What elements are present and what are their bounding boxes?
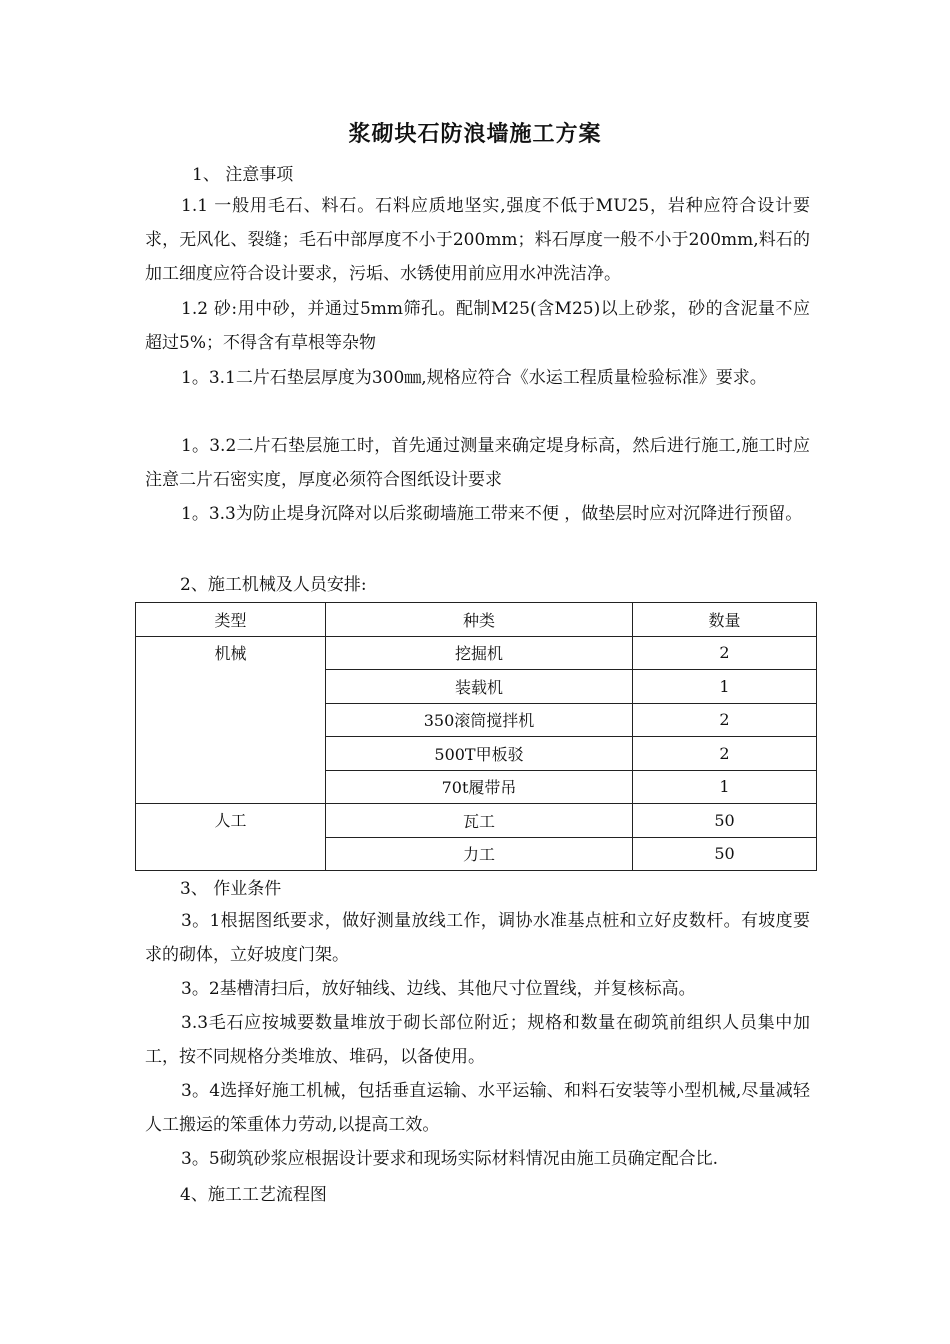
table-row	[136, 804, 817, 838]
table-cell-quantity: 50	[633, 837, 817, 871]
equipment-personnel-table	[135, 602, 817, 871]
table-header-row	[136, 603, 817, 637]
table-cell-quantity: 2	[633, 703, 817, 737]
table-header-quantity: 数量	[633, 603, 817, 637]
table-cell-kind: 瓦工	[326, 804, 633, 838]
table-header-type: 类型	[136, 603, 326, 637]
section4-heading: 4、施工工艺流程图	[180, 1185, 327, 1205]
paragraph-1-3-2: 1。3.2二片石垫层施工时，首先通过测量来确定堤身标高，然后进行施工,施工时应注意二片石密实度，厚度必须符合图纸设计要求	[145, 436, 810, 490]
table-cell-quantity: 1	[633, 670, 817, 704]
table-cell-type-labor: 人工	[136, 804, 326, 871]
paragraph-3-3: 3.3毛石应按城要数量堆放于砌长部位附近；规格和数量在砌筑前组织人员集中加工，按不同规格分类堆放、堆码，以备使用。	[145, 1013, 810, 1067]
table-row	[136, 636, 817, 670]
paragraph-3-4: 3。4选择好施工机械，包括垂直运输、水平运输、和料石安装等小型机械,尽量减轻人工搬运的笨重体力劳动,以提高工效。	[145, 1081, 810, 1135]
section1-heading: 1、 注意事项	[192, 165, 294, 185]
table-header-kind: 种类	[326, 603, 633, 637]
document-title: 浆砌块石防浪墙施工方案	[348, 121, 602, 147]
table-cell-type-machinery: 机械	[136, 636, 326, 804]
table-cell-kind: 挖掘机	[326, 636, 633, 670]
paragraph-1-3-1: 1。3.1二片石垫层厚度为300㎜,规格应符合《水运工程质量检验标准》要求。	[181, 368, 767, 388]
table-cell-quantity: 2	[633, 636, 817, 670]
paragraph-1-1: 1.1 一般用毛石、料石。石料应质地坚实,强度不低于MU25，岩种应符合设计要求，无风化、裂缝；毛石中部厚度不小于200mm；料石厚度一般不小于200mm,料石的加工细度应符合设计要求，污垢、水锈使用前应用水冲洗洁净。	[145, 196, 810, 284]
paragraph-1-2: 1.2 砂:用中砂，并通过5mm筛孔。配制M25(含M25)以上砂浆，砂的含泥量不应超过5%；不得含有草根等杂物	[145, 299, 810, 353]
paragraph-3-1: 3。1根据图纸要求，做好测量放线工作，调协水准基点桩和立好皮数杆。有坡度要求的砌体，立好坡度门架。	[145, 911, 810, 965]
table-cell-quantity: 50	[633, 804, 817, 838]
table-cell-kind: 70t履带吊	[326, 770, 633, 804]
table-cell-quantity: 1	[633, 770, 817, 804]
table-cell-kind: 力工	[326, 837, 633, 871]
table-cell-kind: 350滚筒搅拌机	[326, 703, 633, 737]
section3-heading: 3、 作业条件	[180, 879, 282, 899]
paragraph-3-2: 3。2基槽清扫后，放好轴线、边线、其他尺寸位置线，并复核标高。	[181, 979, 696, 999]
section2-heading: 2、施工机械及人员安排:	[180, 575, 367, 595]
table-cell-kind: 500T甲板驳	[326, 737, 633, 771]
paragraph-3-5: 3。5砌筑砂浆应根据设计要求和现场实际材料情况由施工员确定配合比.	[181, 1149, 719, 1169]
table-cell-quantity: 2	[633, 737, 817, 771]
paragraph-1-3-3: 1。3.3为防止堤身沉降对以后浆砌墙施工带来不便 ，做垫层时应对沉降进行预留。	[181, 504, 803, 524]
table-cell-kind: 装载机	[326, 670, 633, 704]
